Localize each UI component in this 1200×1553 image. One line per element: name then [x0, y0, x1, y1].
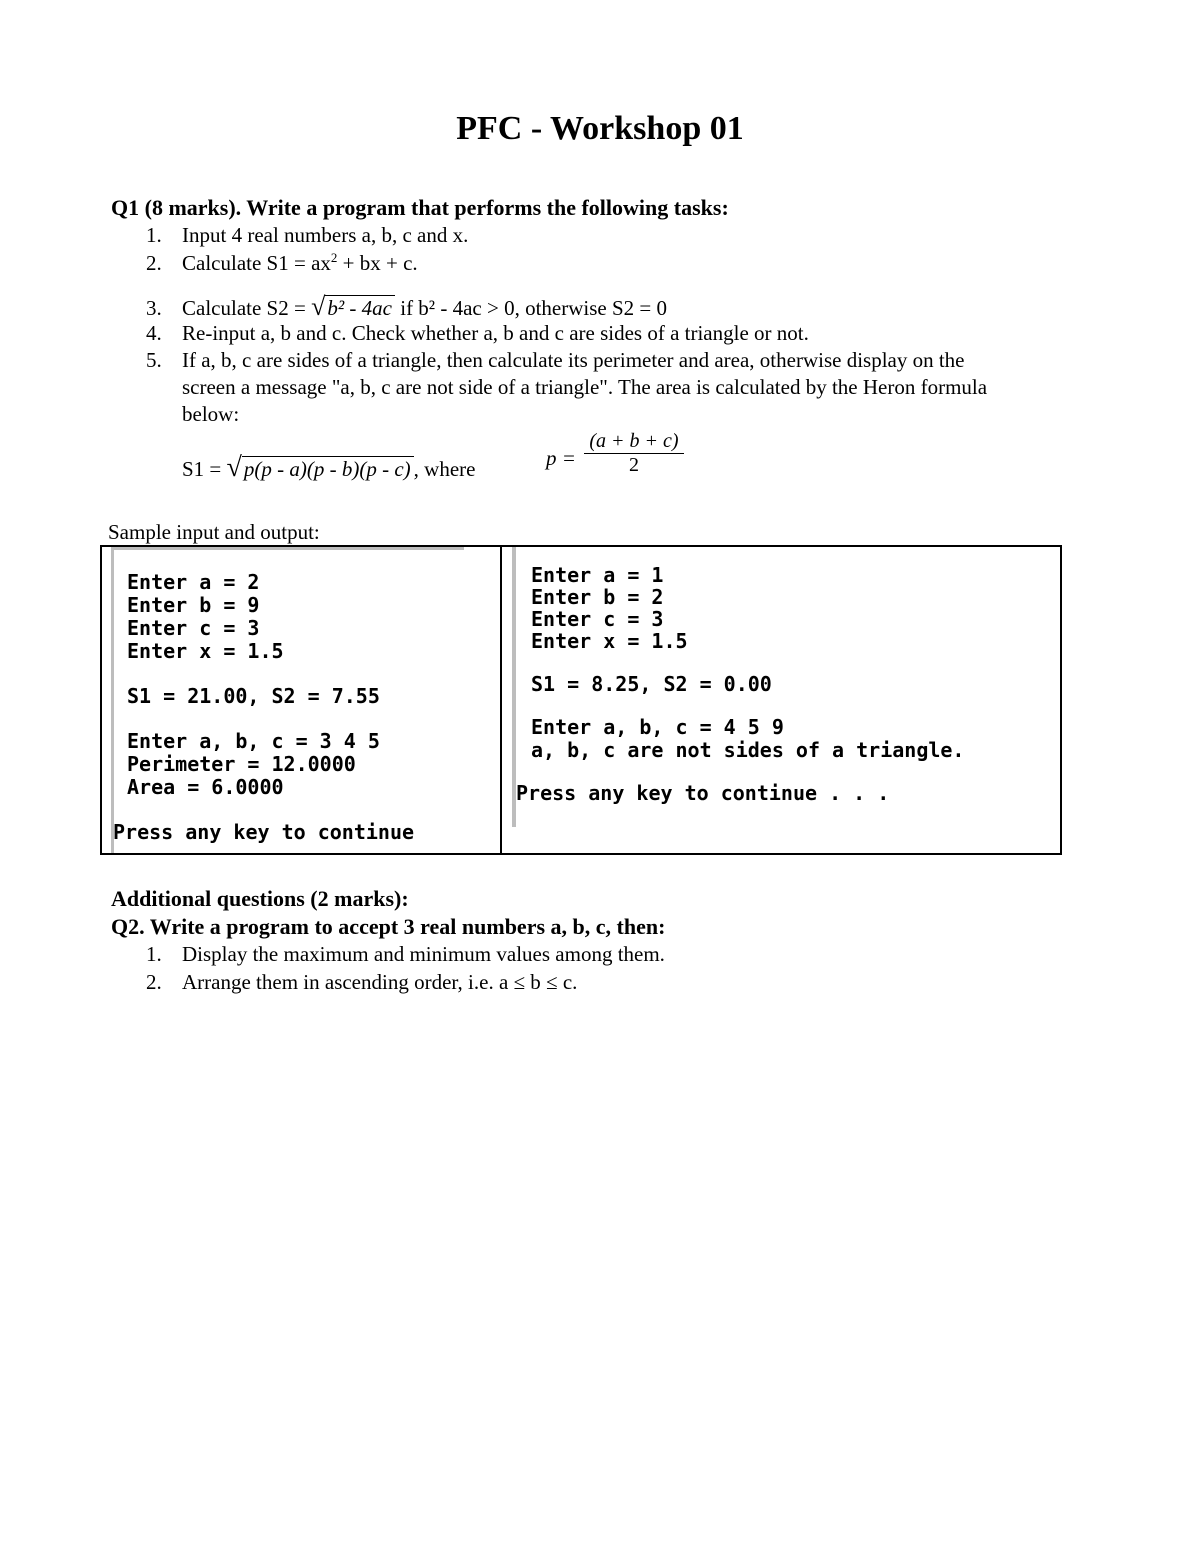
list-number: 3.	[146, 296, 162, 320]
console-line: Enter c = 3	[531, 607, 664, 631]
formula-text: Calculate S1 = ax	[182, 251, 331, 275]
list-number: 2.	[146, 970, 162, 994]
console-line: Enter c = 3	[127, 616, 260, 640]
console-line: Enter a, b, c = 4 5 9	[531, 715, 784, 739]
console-pane-edge	[114, 547, 464, 550]
heron-formula	[182, 452, 475, 484]
list-number: 1.	[146, 223, 162, 247]
p-definition-lhs: p =	[546, 446, 576, 470]
q1-item-3	[146, 292, 667, 322]
list-text	[182, 292, 667, 322]
console-line: Enter a = 1	[531, 563, 664, 587]
list-text	[182, 250, 418, 276]
console-line: Enter a, b, c = 3 4 5	[127, 729, 380, 753]
list-number: 2.	[146, 251, 162, 275]
console-pane-edge	[111, 547, 114, 853]
console-line: Perimeter = 12.0000	[127, 752, 356, 776]
list-text: Display the maximum and minimum values among them.	[182, 942, 665, 966]
console-line: Press any key to continue . . .	[516, 781, 890, 805]
q2-item-1	[146, 942, 665, 967]
sqrt-radicand: p(p - a)(p - b)(p - c)	[242, 456, 414, 481]
list-number: 1.	[146, 942, 162, 966]
q1-item-1	[146, 223, 468, 248]
formula-text: Calculate S2 =	[182, 296, 312, 320]
where-text: , where	[413, 457, 476, 481]
formula-text: if b² - 4ac > 0, otherwise S2 = 0	[394, 296, 667, 320]
page-title: PFC - Workshop 01	[456, 110, 744, 147]
q1-item-2	[146, 250, 418, 276]
q1-item-4	[146, 321, 809, 346]
superscript: 2	[330, 250, 338, 265]
console-line: Area = 6.0000	[127, 775, 284, 799]
console-line: Enter x = 1.5	[531, 629, 688, 653]
console-line: Enter a = 2	[127, 570, 260, 594]
list-text: Arrange them in ascending order, i.e. a ≤ b ≤ c.	[182, 970, 578, 994]
list-number: 4.	[146, 321, 162, 345]
sqrt-radicand: b² - 4ac	[325, 295, 395, 320]
sqrt-icon: √	[226, 452, 242, 483]
additional-heading: Additional questions (2 marks):	[111, 886, 409, 911]
p-fraction	[584, 430, 684, 477]
console-line: Enter b = 9	[127, 593, 260, 617]
console-line: Press any key to continue	[113, 820, 415, 844]
formula-lhs: S1 =	[182, 457, 227, 481]
sample-console-output	[100, 545, 1062, 855]
q1-item-5-continued: screen a message "a, b, c are not side of a triangle". The area is calculated by the Heron formula	[182, 375, 988, 399]
formula-text: + bx + c.	[337, 251, 418, 275]
console-line: S1 = 8.25, S2 = 0.00	[531, 672, 772, 696]
q1-item-5	[146, 348, 965, 373]
console-divider	[500, 547, 502, 853]
console-line: Enter b = 2	[531, 585, 664, 609]
list-text: Re-input a, b and c. Check whether a, b and c are sides of a triangle or not.	[182, 321, 809, 345]
console-line: S1 = 21.00, S2 = 7.55	[127, 684, 380, 708]
q2-heading: Q2. Write a program to accept 3 real numbers a, b, c, then:	[111, 914, 666, 939]
console-line: Enter x = 1.5	[127, 639, 284, 663]
q2-item-2	[146, 970, 577, 995]
list-text: Input 4 real numbers a, b, c and x.	[182, 223, 469, 247]
q1-item-5-continued: below:	[182, 402, 240, 426]
list-number: 5.	[146, 348, 162, 372]
sqrt-icon: √	[311, 292, 326, 321]
console-line: a, b, c are not sides of a triangle.	[531, 738, 965, 762]
sample-label: Sample input and output:	[108, 520, 320, 544]
list-text: If a, b, c are sides of a triangle, then calculate its perimeter and area, otherwise display on the	[182, 348, 965, 372]
q1-heading: Q1 (8 marks). Write a program that performs the following tasks:	[111, 195, 729, 220]
fraction-numerator: (a + b + c)	[589, 430, 679, 452]
fraction-denominator: 2	[584, 453, 684, 477]
